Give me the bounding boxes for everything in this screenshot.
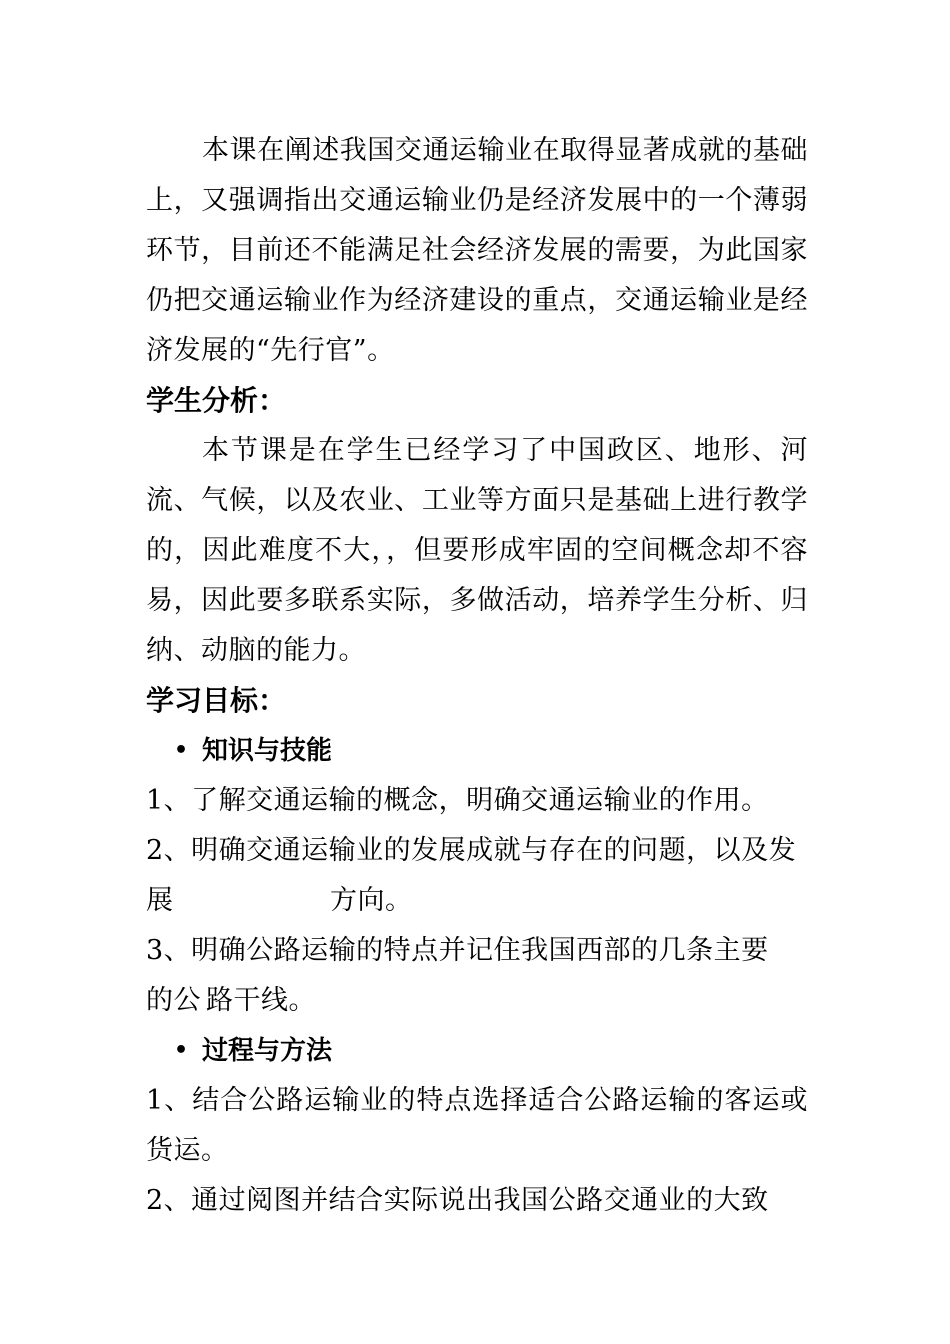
bullet-dot-icon: • (174, 738, 189, 763)
student-analysis-paragraph: 本节课是在学生已经学习了中国政区、地形、河流、气候，以及农业、工业等方面只是基础上进行教学的，因此难度不大，，但要形成牢固的空间概念却不容易，因此要多联系实际，多做活动，培养学生分析、归纳、动脑的能力。 (146, 435, 808, 666)
knowledge-skills-bullet (146, 726, 808, 776)
knowledge-item-3-line1: 3、明确公路运输的特点并记住我国西部的几条主要 (146, 935, 769, 966)
bullet-dot-icon: • (174, 1038, 189, 1063)
knowledge-item-1: 1、了解交通运输的概念，明确交通运输业的作用。 (146, 785, 769, 816)
process-item-1: 1、结合公路运输业的特点选择适合公路运输的客运或货运。 (146, 1085, 808, 1166)
knowledge-item-2-word-b: 方向。 (330, 885, 413, 916)
knowledge-item-2-word-a: 展 (146, 885, 174, 916)
intro-paragraph: 本课在阐述我国交通运输业在取得显著成就的基础上，又强调指出交通运输业仍是经济发展中的一个薄弱环节，目前还不能满足社会经济发展的需要，为此国家仍把交通运输业作为经济建设的重点，交通运输业是经济发展的“先行官”。 (146, 135, 808, 366)
knowledge-item-2-line1: 2、明确交通运输业的发展成就与存在的问题，以及发 (146, 835, 797, 866)
learning-goals-heading: 学习目标： (146, 684, 287, 717)
process-methods-title: 过程与方法 (202, 1036, 333, 1066)
knowledge-item-2-line2 (146, 876, 808, 926)
document-page (146, 126, 808, 1226)
process-methods-bullet (146, 1026, 808, 1076)
student-analysis-heading: 学生分析： (146, 384, 287, 417)
knowledge-item-3-word-b: 路干线。 (206, 985, 316, 1016)
process-item-2: 2、通过阅图并结合实际说出我国公路交通业的大致 (146, 1185, 769, 1216)
knowledge-item-3-line2 (146, 976, 808, 1026)
knowledge-skills-title: 知识与技能 (202, 736, 333, 766)
knowledge-item-3-word-a: 的公 (146, 985, 201, 1016)
